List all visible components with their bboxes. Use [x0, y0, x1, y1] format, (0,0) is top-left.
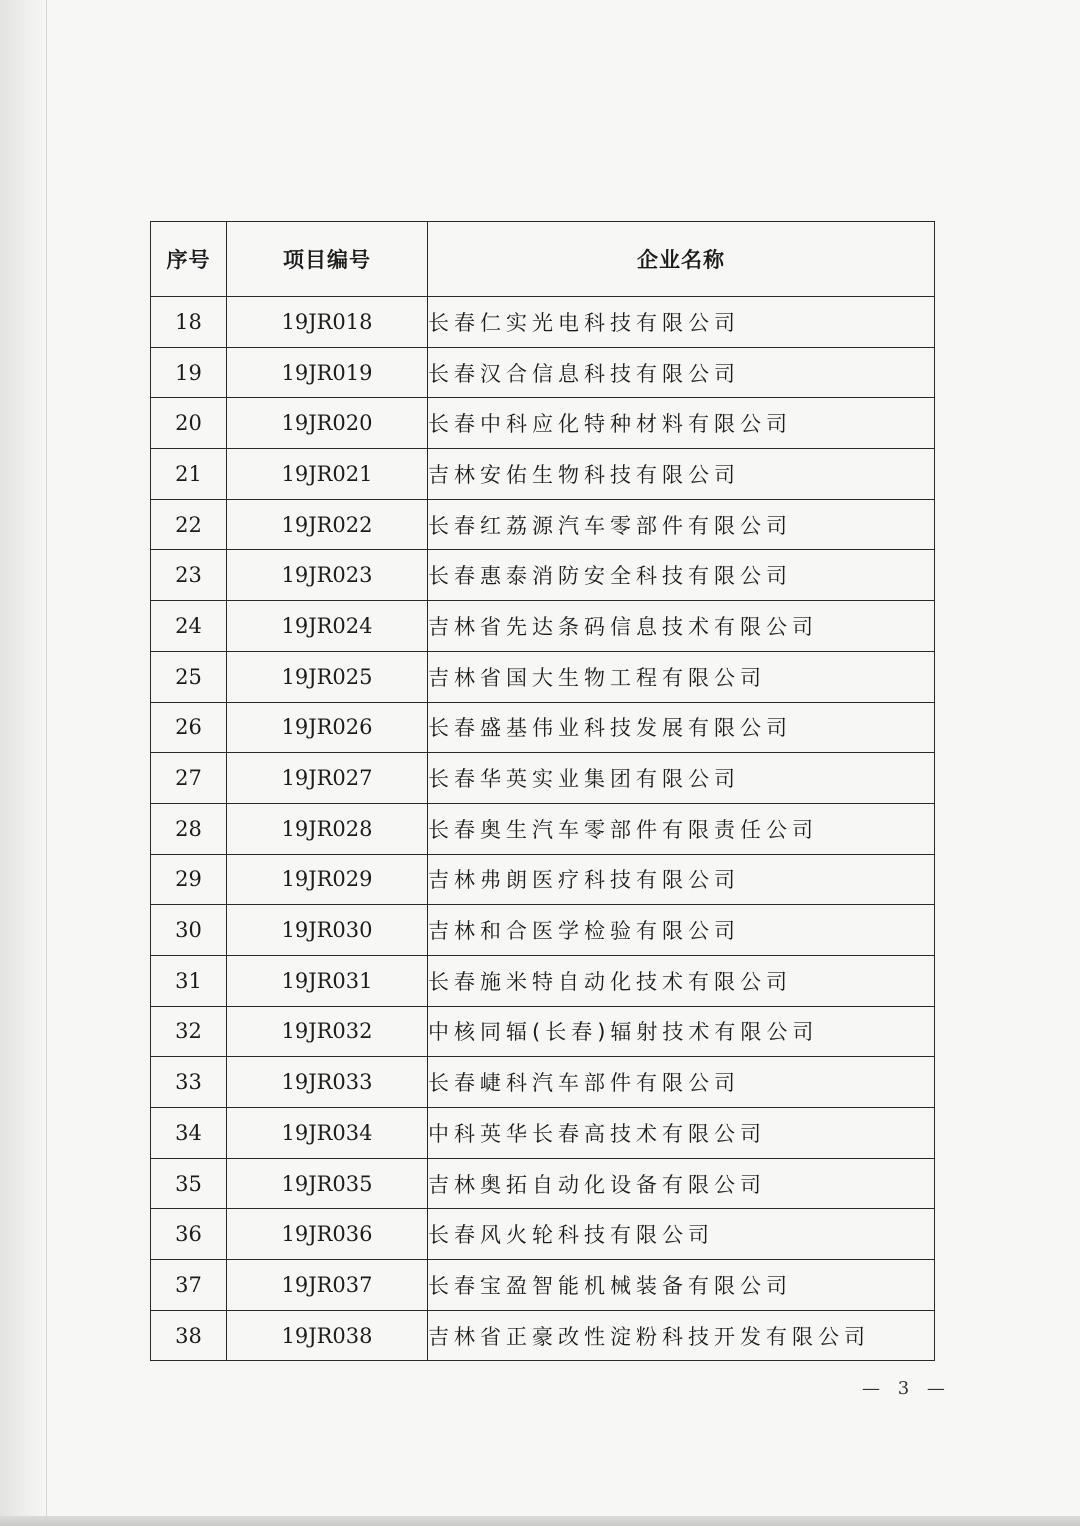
cell-project-code: 19JR028 — [227, 803, 428, 854]
table-row — [151, 499, 935, 550]
table-row — [151, 1260, 935, 1311]
cell-seq: 27 — [151, 753, 227, 804]
cell-enterprise-name: 长春奥生汽车零部件有限责任公司 — [428, 803, 935, 854]
cell-enterprise-name: 长春施米特自动化技术有限公司 — [428, 955, 935, 1006]
cell-project-code: 19JR038 — [227, 1310, 428, 1361]
scan-binding-edge — [46, 0, 47, 1526]
cell-project-code: 19JR018 — [227, 297, 428, 348]
cell-seq: 29 — [151, 854, 227, 905]
table-row — [151, 1158, 935, 1209]
cell-enterprise-name: 长春汉合信息科技有限公司 — [428, 347, 935, 398]
table-row — [151, 753, 935, 804]
cell-project-code: 19JR020 — [227, 398, 428, 449]
table-body — [151, 297, 935, 1361]
cell-enterprise-name: 长春仁实光电科技有限公司 — [428, 297, 935, 348]
cell-seq: 31 — [151, 955, 227, 1006]
cell-project-code: 19JR031 — [227, 955, 428, 1006]
table-row — [151, 651, 935, 702]
cell-project-code: 19JR037 — [227, 1260, 428, 1311]
table-row — [151, 854, 935, 905]
cell-seq: 30 — [151, 905, 227, 956]
cell-seq: 35 — [151, 1158, 227, 1209]
cell-seq: 32 — [151, 1006, 227, 1057]
cell-enterprise-name: 长春崨科汽车部件有限公司 — [428, 1057, 935, 1108]
cell-project-code: 19JR023 — [227, 550, 428, 601]
table-row — [151, 601, 935, 652]
table-row — [151, 550, 935, 601]
cell-enterprise-name: 长春盛基伟业科技发展有限公司 — [428, 702, 935, 753]
cell-seq: 34 — [151, 1108, 227, 1159]
cell-seq: 37 — [151, 1260, 227, 1311]
cell-enterprise-name: 长春风火轮科技有限公司 — [428, 1209, 935, 1260]
cell-project-code: 19JR030 — [227, 905, 428, 956]
cell-seq: 28 — [151, 803, 227, 854]
table-row — [151, 905, 935, 956]
table-row — [151, 702, 935, 753]
cell-enterprise-name: 吉林奥拓自动化设备有限公司 — [428, 1158, 935, 1209]
table-row — [151, 1006, 935, 1057]
page-number: — 3 — — [862, 1378, 951, 1399]
table-row — [151, 398, 935, 449]
cell-project-code: 19JR029 — [227, 854, 428, 905]
cell-seq: 19 — [151, 347, 227, 398]
header-project-code: 项目编号 — [227, 222, 428, 297]
header-enterprise-name: 企业名称 — [428, 222, 935, 297]
cell-seq: 26 — [151, 702, 227, 753]
cell-enterprise-name: 长春中科应化特种材料有限公司 — [428, 398, 935, 449]
table-row — [151, 1108, 935, 1159]
cell-enterprise-name: 吉林安佑生物科技有限公司 — [428, 449, 935, 500]
cell-seq: 24 — [151, 601, 227, 652]
table-row — [151, 449, 935, 500]
cell-project-code: 19JR036 — [227, 1209, 428, 1260]
cell-project-code: 19JR026 — [227, 702, 428, 753]
table-row — [151, 1057, 935, 1108]
cell-project-code: 19JR032 — [227, 1006, 428, 1057]
cell-enterprise-name: 中科英华长春高技术有限公司 — [428, 1108, 935, 1159]
scan-left-shadow — [0, 0, 48, 1526]
cell-seq: 33 — [151, 1057, 227, 1108]
table-row — [151, 1310, 935, 1361]
cell-enterprise-name: 中核同辐(长春)辐射技术有限公司 — [428, 1006, 935, 1057]
table-row — [151, 297, 935, 348]
cell-seq: 18 — [151, 297, 227, 348]
cell-seq: 21 — [151, 449, 227, 500]
cell-project-code: 19JR024 — [227, 601, 428, 652]
table-row — [151, 955, 935, 1006]
cell-project-code: 19JR021 — [227, 449, 428, 500]
cell-project-code: 19JR034 — [227, 1108, 428, 1159]
cell-enterprise-name: 吉林省先达条码信息技术有限公司 — [428, 601, 935, 652]
cell-seq: 20 — [151, 398, 227, 449]
cell-enterprise-name: 长春红荔源汽车零部件有限公司 — [428, 499, 935, 550]
cell-project-code: 19JR025 — [227, 651, 428, 702]
cell-seq: 25 — [151, 651, 227, 702]
cell-project-code: 19JR035 — [227, 1158, 428, 1209]
cell-enterprise-name: 吉林弗朗医疗科技有限公司 — [428, 854, 935, 905]
cell-enterprise-name: 吉林省国大生物工程有限公司 — [428, 651, 935, 702]
table-row — [151, 803, 935, 854]
cell-seq: 36 — [151, 1209, 227, 1260]
cell-enterprise-name: 长春惠泰消防安全科技有限公司 — [428, 550, 935, 601]
cell-seq: 23 — [151, 550, 227, 601]
cell-seq: 22 — [151, 499, 227, 550]
cell-project-code: 19JR033 — [227, 1057, 428, 1108]
cell-enterprise-name: 吉林和合医学检验有限公司 — [428, 905, 935, 956]
enterprise-table — [150, 221, 935, 1361]
cell-seq: 38 — [151, 1310, 227, 1361]
cell-project-code: 19JR027 — [227, 753, 428, 804]
cell-enterprise-name: 长春华英实业集团有限公司 — [428, 753, 935, 804]
cell-project-code: 19JR022 — [227, 499, 428, 550]
table-row — [151, 347, 935, 398]
cell-enterprise-name: 吉林省正豪改性淀粉科技开发有限公司 — [428, 1310, 935, 1361]
header-seq: 序号 — [151, 222, 227, 297]
table-row — [151, 1209, 935, 1260]
table-header-row — [151, 222, 935, 297]
cell-enterprise-name: 长春宝盈智能机械装备有限公司 — [428, 1260, 935, 1311]
scan-bottom-edge — [0, 1516, 1080, 1526]
cell-project-code: 19JR019 — [227, 347, 428, 398]
